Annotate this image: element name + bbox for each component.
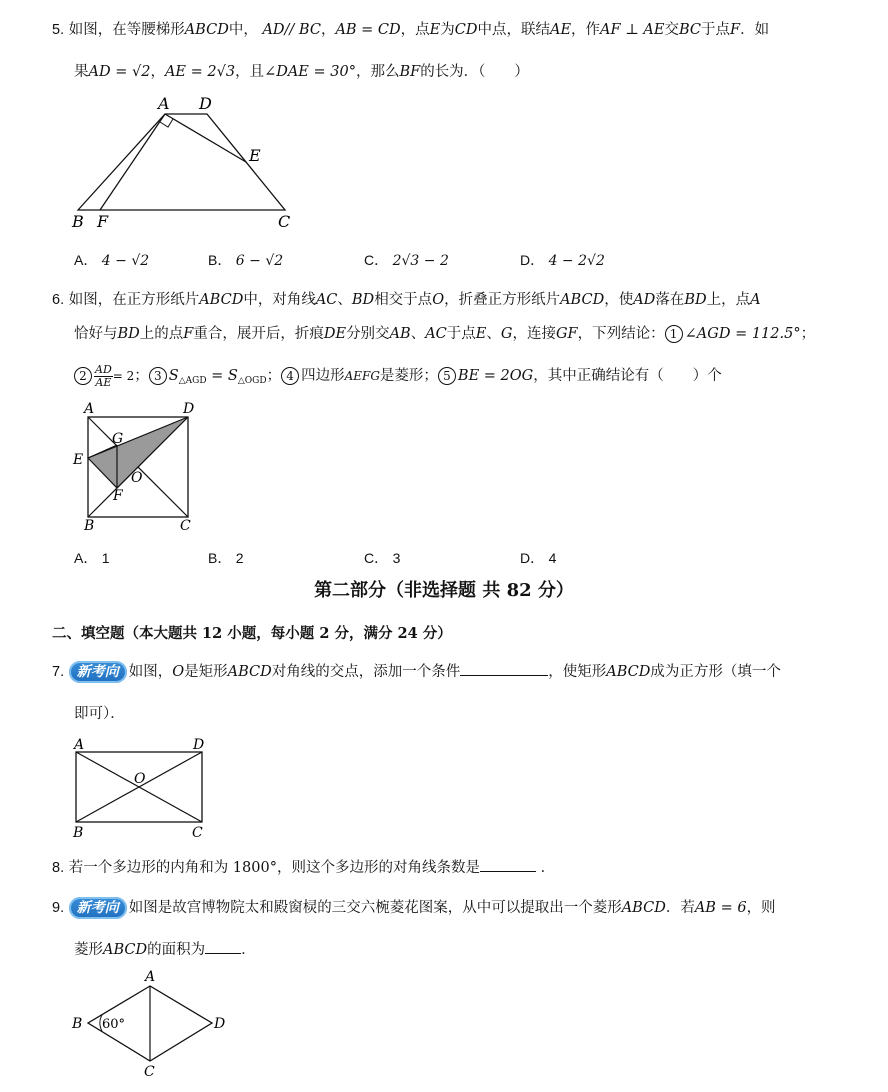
q6-text: ，其中正确结论有（ ）个 <box>533 368 722 384</box>
q6-number: 6. <box>52 292 65 308</box>
q5-math: AE <box>549 22 572 38</box>
q6-option-b[interactable] <box>208 548 244 568</box>
q5-math: BC <box>679 22 702 38</box>
label-d: D <box>193 737 205 753</box>
label-c: C <box>144 1064 155 1080</box>
q9-line-1 <box>52 896 776 920</box>
q9-line-2 <box>74 940 256 960</box>
option-label: A． <box>74 550 98 566</box>
q9-text: 菱形 <box>74 942 103 958</box>
q6-text: ，连接 <box>512 326 556 342</box>
q6-text: 上，点 <box>706 292 751 308</box>
q5-text: ．如 <box>740 22 770 38</box>
label-d: D <box>183 401 195 417</box>
q5-text: 为 <box>440 22 455 38</box>
q7-rectangle-figure <box>68 736 218 842</box>
q6-text: 如图，在正方形纸片 <box>68 292 200 308</box>
q6-math: S <box>227 368 238 384</box>
q9-number: 9. <box>52 900 65 916</box>
label-e: E <box>249 146 261 165</box>
q5-text: 中， <box>228 22 258 38</box>
q5-text: ，且 <box>235 64 265 80</box>
q5-text: 交 <box>664 22 679 38</box>
fraction-ad-ae <box>94 364 113 389</box>
q7-text: 如图， <box>128 664 173 680</box>
q6-math: G <box>500 326 513 342</box>
q6-math: AB <box>389 326 411 342</box>
q6-math: O <box>432 292 445 308</box>
q6-math: ABCD <box>199 292 244 308</box>
angle-label: 60° <box>102 1017 126 1032</box>
q6-text: ； <box>800 326 816 342</box>
q6-text: ，下列结论： <box>577 326 665 342</box>
q6-math: ABCD <box>560 292 605 308</box>
label-o: O <box>131 470 143 486</box>
q5-math: ABCD <box>184 22 229 38</box>
q5-text: ， <box>150 64 165 80</box>
q7-answer-blank[interactable] <box>460 675 548 676</box>
label-d: D <box>199 94 212 113</box>
q6-math: F <box>183 326 194 342</box>
q5-math: AD = √2 <box>88 64 151 80</box>
option-value: 4 − √2 <box>101 253 150 269</box>
segment-ae <box>165 114 246 162</box>
q9-answer-blank[interactable] <box>205 953 241 954</box>
circled-number: 1 <box>665 325 683 343</box>
q6-text: 分别交 <box>346 326 390 342</box>
new-trend-badge: 新考向 <box>69 897 127 919</box>
q6-text: 、 <box>410 326 426 342</box>
q6-option-a[interactable] <box>74 548 110 568</box>
fraction-numerator: AD <box>95 362 112 376</box>
q5-trapezoid-figure <box>70 94 310 234</box>
q9-text: 的面积为 <box>147 942 206 958</box>
label-b: B <box>84 518 95 534</box>
q6-line-1 <box>52 290 761 310</box>
q8-number: 8. <box>52 860 65 876</box>
label-e: E <box>73 452 84 468</box>
q6-math: AEFG <box>344 369 380 383</box>
label-b: B <box>72 1016 83 1032</box>
q6-math: = 2 <box>112 369 135 383</box>
q8-answer-blank[interactable] <box>480 871 536 872</box>
q6-math: AD <box>633 292 656 308</box>
q5-math: AB = CD <box>335 22 401 38</box>
q5-math: BF <box>399 64 421 80</box>
q5-option-c[interactable] <box>364 250 449 270</box>
q6-text: 恰好与 <box>74 326 118 342</box>
option-value: 3 <box>392 550 401 566</box>
option-label: A． <box>74 252 98 268</box>
q6-math: AC <box>425 326 447 342</box>
q6-line-3 <box>74 362 722 395</box>
q5-text: ，那么 <box>355 64 400 80</box>
q7-number: 7. <box>52 664 65 680</box>
q6-text: ，使 <box>604 292 634 308</box>
q6-option-d[interactable] <box>520 548 556 568</box>
q9-text: ，则 <box>746 900 776 916</box>
label-c: C <box>278 212 291 231</box>
label-f: F <box>97 212 109 231</box>
q7-line-1 <box>52 660 781 684</box>
option-label: B． <box>208 252 232 268</box>
q6-subscript: △OGD <box>237 376 267 386</box>
option-value: 6 − √2 <box>235 253 284 269</box>
q6-text: 于点 <box>446 326 476 342</box>
part-two-title: 第二部分（非选择题 共 82 分） <box>314 580 574 601</box>
q9-math: ABCD <box>103 942 148 958</box>
q5-text: 的长为．（ ） <box>420 64 529 80</box>
q5-option-a[interactable] <box>74 250 149 270</box>
q7-math: ABCD <box>227 664 272 680</box>
q6-math: E <box>475 326 487 342</box>
q7-text: 对角线的交点，添加一个条件 <box>271 664 461 680</box>
q5-text: ， <box>320 22 336 38</box>
q5-math: F <box>730 22 741 38</box>
q6-text: 是菱形； <box>379 368 438 384</box>
label-b: B <box>73 825 84 841</box>
right-angle-mark <box>160 119 173 127</box>
label-a: A <box>158 94 170 113</box>
circled-number: 4 <box>281 367 299 385</box>
segment-af <box>100 114 165 210</box>
q5-math: CD <box>454 22 478 38</box>
q6-text: 中，对角线 <box>243 292 316 308</box>
q7-text: 成为正方形（填一个 <box>650 664 781 680</box>
q6-math: BD <box>117 326 140 342</box>
q9-text: 如图是故宫博物院太和殿窗棂的三交六椀菱花图案，从中可以提取出一个菱形 <box>128 900 622 916</box>
option-label: B． <box>208 550 232 566</box>
q8-text: 若一个多边形的内角和为 1800°，则这个多边形的对角线条数是 <box>68 860 480 876</box>
q6-text: 、 <box>337 292 352 308</box>
q6-math: ∠AGD = 112.5° <box>684 326 801 342</box>
q8-text: ． <box>540 860 556 876</box>
q7-text: ，使矩形 <box>548 664 607 680</box>
new-trend-badge: 新考向 <box>69 661 127 683</box>
q6-math: BD <box>351 292 375 308</box>
label-a: A <box>84 401 95 417</box>
label-o: O <box>134 771 146 787</box>
q5-math: AF ⊥ AE <box>600 22 665 38</box>
q5-text: 果 <box>74 64 89 80</box>
q7-math: O <box>172 664 185 680</box>
q6-math: S <box>168 368 179 384</box>
q9-math: ABCD <box>621 900 666 916</box>
q5-text: ，作 <box>571 22 601 38</box>
q6-math: GF <box>555 326 578 342</box>
option-label: D． <box>520 252 545 268</box>
q9-math: AB = 6 <box>694 900 747 916</box>
q9-text: ．若 <box>665 900 695 916</box>
label-d: D <box>214 1016 226 1032</box>
q5-text: 于点 <box>701 22 731 38</box>
q6-text: ； <box>266 368 282 384</box>
label-a: A <box>74 737 85 753</box>
option-value: 2√3 − 2 <box>392 253 449 269</box>
option-value: 4 <box>548 550 557 566</box>
q6-math: BE = 2OG <box>457 368 534 384</box>
label-f: F <box>113 488 123 504</box>
q6-text: 上的点 <box>139 326 184 342</box>
label-g: G <box>112 431 124 447</box>
q6-text: 、 <box>486 326 501 342</box>
q5-math: AE = 2√3 <box>164 64 236 80</box>
q6-subscript: △AGD <box>178 376 207 386</box>
q9-rhombus-figure <box>66 966 236 1084</box>
q5-line-2 <box>74 62 529 82</box>
label-c: C <box>192 825 203 841</box>
q5-option-b[interactable] <box>208 250 283 270</box>
label-a: A <box>145 969 156 985</box>
q6-text: 落在 <box>655 292 685 308</box>
option-value: 4 − 2√2 <box>548 253 605 269</box>
label-c: C <box>180 518 191 534</box>
q5-text: 如图，在等腰梯形 <box>68 22 185 38</box>
q5-number: 5. <box>52 22 65 38</box>
option-label: C． <box>364 550 389 566</box>
q6-math: DE <box>323 326 347 342</box>
q6-math: BD <box>684 292 707 308</box>
q6-text: 四边形 <box>301 368 345 384</box>
q5-text: 中点，联结 <box>477 22 550 38</box>
q6-text: 相交于点 <box>374 292 433 308</box>
q6-square-figure <box>70 400 210 536</box>
q5-text: ，点 <box>400 22 430 38</box>
option-label: D． <box>520 550 545 566</box>
q6-option-c[interactable] <box>364 548 400 568</box>
circled-number: 2 <box>74 367 92 385</box>
q6-text: ； <box>134 368 149 384</box>
q6-math: = <box>206 368 228 384</box>
fraction-denominator: AE <box>95 375 112 389</box>
option-label: C． <box>364 252 389 268</box>
q9-text: ． <box>241 942 256 958</box>
q5-math: AD// BC <box>262 22 321 38</box>
circled-number: 5 <box>438 367 456 385</box>
q6-math: A <box>750 292 761 308</box>
label-b: B <box>72 212 84 231</box>
q6-math: AC <box>315 292 338 308</box>
q6-line-2 <box>74 324 815 344</box>
q6-text: ，折叠正方形纸片 <box>444 292 561 308</box>
q5-option-d[interactable] <box>520 250 605 270</box>
q5-line-1 <box>52 20 769 40</box>
q5-math: ∠DAE = 30° <box>264 64 356 80</box>
q8-line <box>52 858 555 878</box>
q6-text: 重合，展开后，折痕 <box>193 326 324 342</box>
q7-line-2: 即可）． <box>74 706 125 722</box>
section-fill-in-title: 二、填空题（本大题共 12 小题，每小题 2 分，满分 24 分） <box>52 625 452 642</box>
q7-math: ABCD <box>606 664 651 680</box>
option-value: 1 <box>101 550 110 566</box>
circled-number: 3 <box>149 367 167 385</box>
option-value: 2 <box>235 550 244 566</box>
q7-text: 是矩形 <box>184 664 228 680</box>
q5-math: E <box>429 22 441 38</box>
